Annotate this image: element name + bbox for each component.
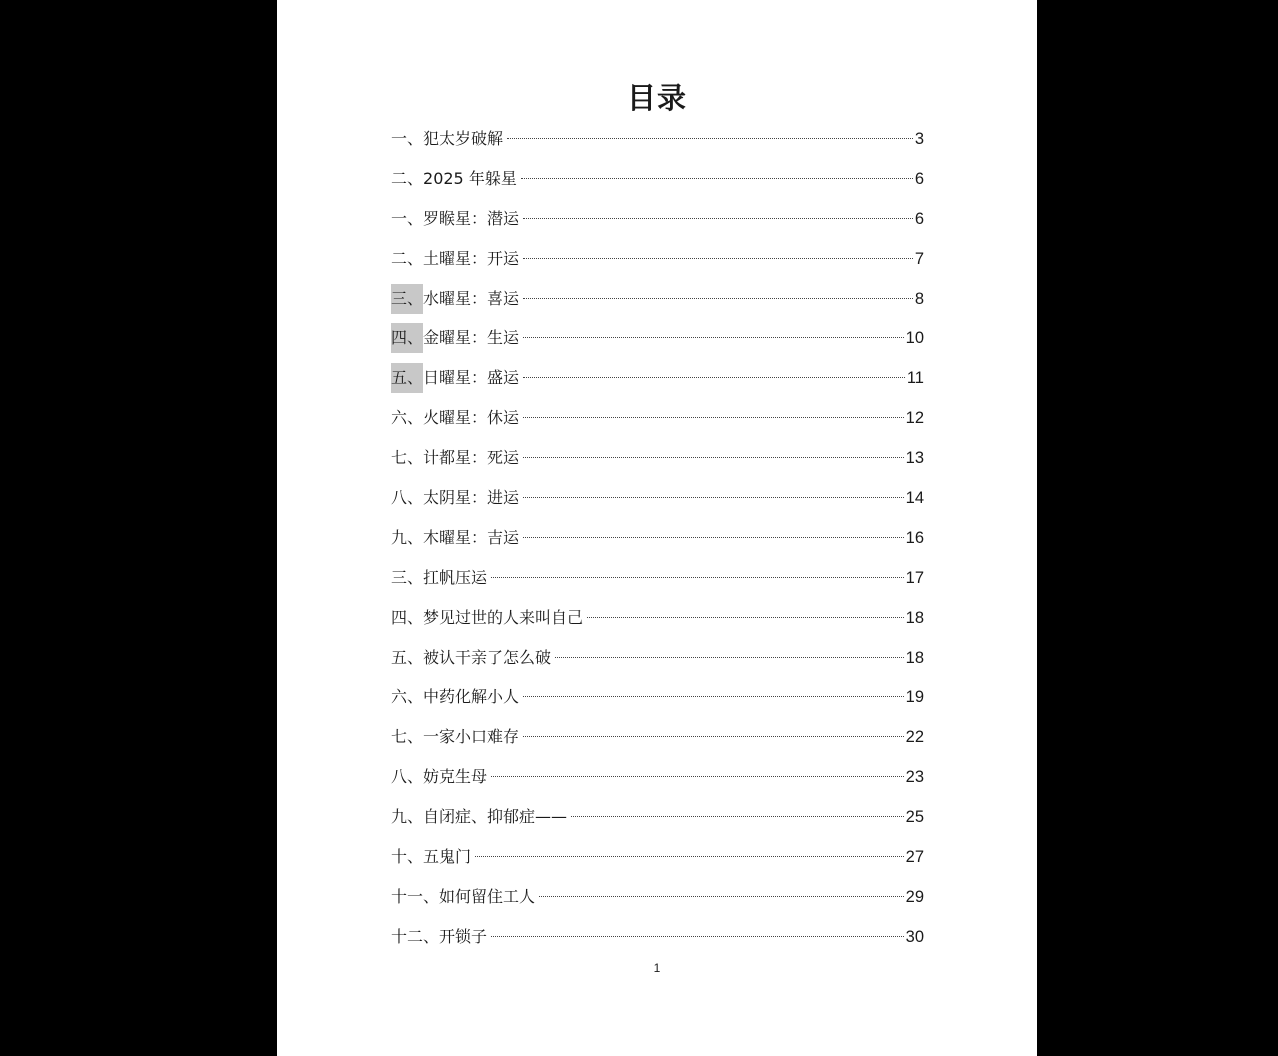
toc-entry-number: 十一、 xyxy=(391,886,440,906)
toc-entry-page: 14 xyxy=(905,489,924,508)
toc-dot-leader xyxy=(523,337,904,338)
toc-entry-page: 29 xyxy=(905,887,924,906)
toc-entry-number: 七、 xyxy=(391,448,424,468)
toc-entry-label: 水曜星：喜运 xyxy=(423,288,520,308)
toc-entry[interactable] xyxy=(391,677,924,717)
toc-entry-page: 16 xyxy=(905,528,924,547)
toc-entry[interactable] xyxy=(391,318,924,358)
toc-entry[interactable] xyxy=(391,558,924,598)
toc-dot-leader xyxy=(491,577,904,578)
toc-title: 目录 xyxy=(626,81,687,115)
toc-entry-label: 罗睺星：潜运 xyxy=(423,208,520,228)
toc-entry[interactable] xyxy=(391,478,924,518)
toc-entry-page: 30 xyxy=(905,927,924,946)
toc-entry-label: 日曜星：盛运 xyxy=(423,368,520,388)
document-page xyxy=(277,0,1037,1056)
toc-entry[interactable] xyxy=(391,717,924,757)
toc-entry[interactable] xyxy=(391,199,924,239)
toc-entry-number: 一、 xyxy=(391,208,424,228)
toc-dot-leader xyxy=(491,776,904,777)
toc-dot-leader xyxy=(523,497,904,498)
toc-entry-label: 金曜星：生运 xyxy=(423,328,520,348)
toc-entry[interactable] xyxy=(391,398,924,438)
toc-entry-page: 3 xyxy=(914,130,924,148)
toc-entry-label: 一家小口难存 xyxy=(423,727,520,747)
toc-entry-number: 七、 xyxy=(391,727,424,747)
toc-entry-label: 妨克生母 xyxy=(423,767,488,787)
page-number: 1 xyxy=(653,961,661,975)
toc-entry-page: 25 xyxy=(905,808,924,827)
toc-entry[interactable] xyxy=(391,598,924,638)
toc-entry-number: 二、 xyxy=(391,248,424,268)
toc-entry-number: 八、 xyxy=(391,488,424,508)
toc-entry-label: 中药化解小人 xyxy=(423,687,520,707)
toc-entry-page: 12 xyxy=(905,409,924,428)
toc-entry-number: 九、 xyxy=(391,807,424,827)
toc-entry-number: 四、 xyxy=(391,323,423,353)
toc-entry-label: 自闭症、抑郁症—— xyxy=(423,807,568,827)
toc-entry[interactable] xyxy=(391,837,924,877)
toc-entry-label: 如何留住工人 xyxy=(439,886,536,906)
toc-dot-leader xyxy=(523,696,904,697)
toc-dot-leader xyxy=(523,736,904,737)
toc-entry-number: 三、 xyxy=(391,284,423,314)
toc-entry-number: 一、 xyxy=(391,129,424,148)
toc-entry-label: 犯太岁破解 xyxy=(423,129,504,148)
toc-entry[interactable] xyxy=(391,159,924,199)
toc-entry-label: 扛帆压运 xyxy=(423,567,488,587)
toc-entry-label: 五鬼门 xyxy=(423,847,472,867)
toc-dot-leader xyxy=(523,218,913,219)
toc-entry-number: 四、 xyxy=(391,607,424,627)
toc-dot-leader xyxy=(523,537,904,538)
toc-dot-leader xyxy=(555,657,904,658)
toc-entry-page: 19 xyxy=(905,688,924,707)
toc-entry-number: 六、 xyxy=(391,687,424,707)
toc-entry-page: 6 xyxy=(914,209,924,228)
toc-entry-number: 五、 xyxy=(391,363,423,393)
toc-entry[interactable] xyxy=(391,917,924,957)
toc-dot-leader xyxy=(523,258,913,259)
toc-dot-leader xyxy=(521,178,913,179)
toc-entry-page: 22 xyxy=(905,728,924,747)
toc-entry-page: 8 xyxy=(914,289,924,308)
toc-entry-page: 13 xyxy=(905,449,924,468)
toc-entry-page: 10 xyxy=(905,329,924,348)
toc-entry-number: 八、 xyxy=(391,767,424,787)
toc-entry[interactable] xyxy=(391,119,924,159)
toc-entry-page: 23 xyxy=(905,768,924,787)
toc-entry[interactable] xyxy=(391,877,924,917)
toc-dot-leader xyxy=(523,417,904,418)
toc-entry-label: 计都星：死运 xyxy=(423,448,520,468)
toc-entry[interactable] xyxy=(391,279,924,319)
toc-entry[interactable] xyxy=(391,358,924,398)
toc-entry-label: 2025 年躲星 xyxy=(423,168,517,188)
toc-entry[interactable] xyxy=(391,797,924,837)
toc-entry-page: 6 xyxy=(914,169,924,188)
toc-entry[interactable] xyxy=(391,518,924,558)
toc-entry-number: 十二、 xyxy=(391,926,440,946)
toc-entry-label: 火曜星：休运 xyxy=(423,408,520,428)
toc-entry-number: 六、 xyxy=(391,408,424,428)
toc-entry-label: 太阴星：进运 xyxy=(423,488,520,508)
toc-entry-label: 开锁子 xyxy=(439,926,488,946)
toc-dot-leader xyxy=(571,816,904,817)
toc-entry-number: 二、 xyxy=(391,168,424,188)
toc-entry[interactable] xyxy=(391,239,924,279)
toc-entry-label: 被认干亲了怎么破 xyxy=(423,647,552,667)
toc-dot-leader xyxy=(507,138,913,139)
toc-dot-leader xyxy=(523,298,913,299)
toc-entry-page: 18 xyxy=(905,648,924,667)
toc-dot-leader xyxy=(523,457,904,458)
toc-dot-leader xyxy=(491,936,904,937)
toc-entry[interactable] xyxy=(391,757,924,797)
toc-dot-leader xyxy=(523,377,905,378)
toc-list xyxy=(391,119,924,957)
toc-entry-number: 十、 xyxy=(391,847,424,867)
toc-entry-page: 11 xyxy=(906,369,924,388)
toc-dot-leader xyxy=(475,856,904,857)
toc-entry-number: 三、 xyxy=(391,567,424,587)
toc-entry[interactable] xyxy=(391,638,924,678)
toc-entry-number: 五、 xyxy=(391,647,424,667)
toc-entry-label: 梦见过世的人来叫自己 xyxy=(423,607,584,627)
toc-entry-number: 九、 xyxy=(391,527,424,547)
toc-entry-page: 17 xyxy=(905,568,924,587)
toc-entry-page: 27 xyxy=(905,848,924,867)
toc-dot-leader xyxy=(539,896,904,897)
toc-entry-label: 土曜星：开运 xyxy=(423,248,520,268)
toc-entry-page: 18 xyxy=(905,608,924,627)
toc-entry[interactable] xyxy=(391,438,924,478)
toc-entry-label: 木曜星：吉运 xyxy=(423,527,520,547)
toc-dot-leader xyxy=(587,617,904,618)
toc-entry-page: 7 xyxy=(914,249,924,268)
